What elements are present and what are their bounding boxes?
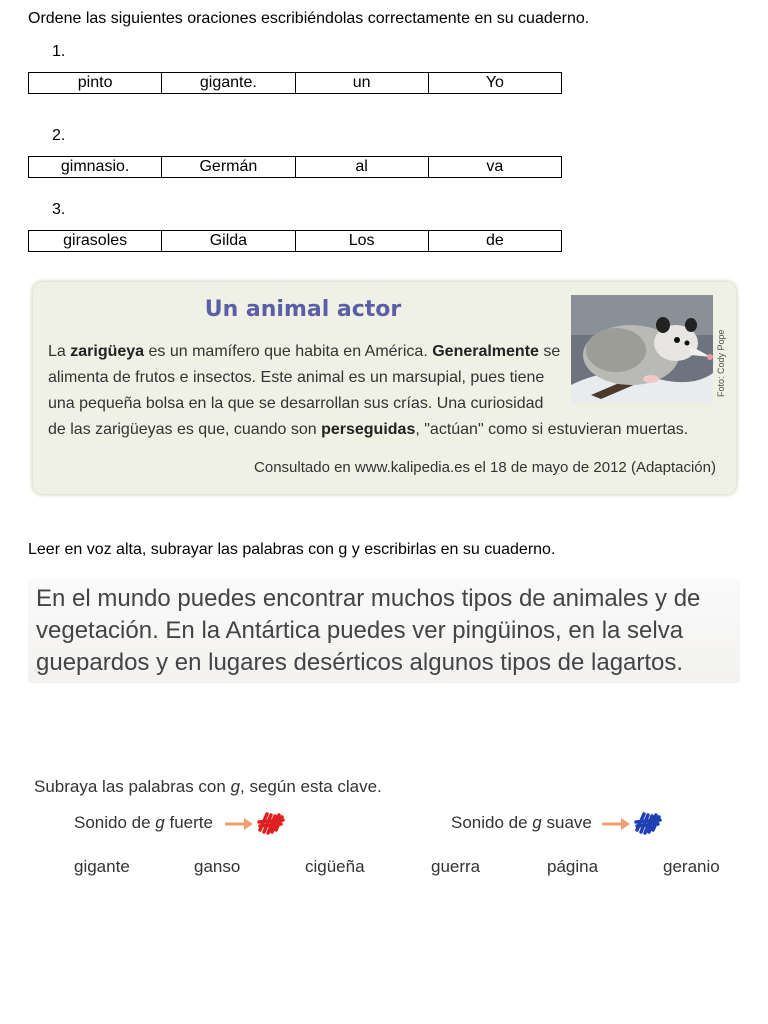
word-cell: pinto: [29, 73, 162, 94]
opossum-photo: [571, 295, 713, 403]
card-title: Un animal actor: [204, 297, 402, 322]
word-cell: Gilda: [162, 231, 295, 252]
word-cell: Los: [295, 231, 428, 252]
word-item: ganso: [194, 857, 241, 876]
reading-line: vegetación. En la Antártica puedes ver pingüinos, en la selva: [36, 617, 684, 644]
row-number-2: 2.: [52, 127, 66, 144]
blue-scribble-icon: [634, 810, 662, 836]
text-fragment: , según esta clave.: [240, 777, 382, 796]
exercise3-instruction: [34, 777, 382, 797]
reading-line: guepardos y en lugares desérticos algunos tipos de lagartos.: [36, 649, 684, 676]
word-item: geranio: [663, 857, 720, 876]
text-fragment: suave: [541, 813, 592, 832]
word-item: gigante: [74, 857, 130, 876]
red-scribble-icon: [257, 810, 285, 836]
photo-credit: [715, 299, 727, 399]
word-cell: girasoles: [29, 231, 162, 252]
word-cell: gigante.: [162, 73, 295, 94]
text-fragment: , "actúan" como si estuvieran muertas.: [415, 421, 689, 438]
arrow-right-icon: [224, 817, 254, 831]
bold-term: perseguidas: [321, 421, 416, 438]
reading-text-box: [28, 579, 740, 683]
text-fragment: Subraya las palabras con: [34, 777, 231, 796]
text-fragment: Sonido de: [451, 813, 533, 832]
text-fragment: es un mamífero que habita en América.: [144, 343, 433, 360]
word-cell: al: [295, 157, 428, 178]
letter-g: g: [155, 813, 165, 832]
exercise2-instruction: Leer en voz alta, subrayar las palabras con g y escribirlas en su cuaderno.: [28, 541, 556, 558]
text-line: alimenta de frutos e insectos. Este animal es un marsupial, pues tiene: [48, 369, 545, 386]
word-cell: gimnasio.: [29, 157, 162, 178]
text-fragment: Sonido de: [74, 813, 156, 832]
exercise1-instruction: Ordene las siguientes oraciones escribiéndolas correctamente en su cuaderno.: [28, 10, 590, 27]
arrow-right-icon: [601, 817, 631, 831]
word-cell: un: [295, 73, 428, 94]
letter-g: g: [230, 777, 241, 796]
text-line: una pequeña bolsa en la que se desarrollan sus crías. Una curiosidad: [48, 395, 544, 412]
text-fragment: La: [48, 343, 71, 360]
svg-text:Foto: Cody Pope: Foto: Cody Pope: [716, 329, 726, 397]
reading-card: [33, 282, 736, 494]
key-strong-label: [74, 813, 213, 833]
letter-g: g: [532, 813, 542, 832]
word-cell: va: [428, 157, 561, 178]
source-citation: Consultado en www.kalipedia.es el 18 de mayo de 2012 (Adaptación): [254, 459, 716, 476]
text-fragment: fuerte: [164, 813, 213, 832]
bold-term: Generalmente: [432, 343, 539, 360]
word-table-3: [28, 230, 562, 252]
row-number-1: 1.: [52, 43, 66, 60]
word-cell: Germán: [162, 157, 295, 178]
text-fragment: se: [538, 343, 561, 360]
word-cell: de: [428, 231, 561, 252]
word-item: guerra: [431, 857, 481, 876]
bold-term: zarigüeya: [70, 343, 145, 360]
key-soft-label: [451, 813, 592, 833]
row-number-3: 3.: [52, 201, 66, 218]
word-cell: Yo: [428, 73, 561, 94]
reading-line: En el mundo puedes encontrar muchos tipos de animales y de: [36, 585, 701, 612]
word-table-1: [28, 72, 562, 94]
word-item: página: [547, 857, 599, 876]
word-table-2: [28, 156, 562, 178]
text-fragment: de las zarigüeyas es que, cuando son: [48, 421, 322, 438]
word-item: cigüeña: [305, 857, 365, 876]
